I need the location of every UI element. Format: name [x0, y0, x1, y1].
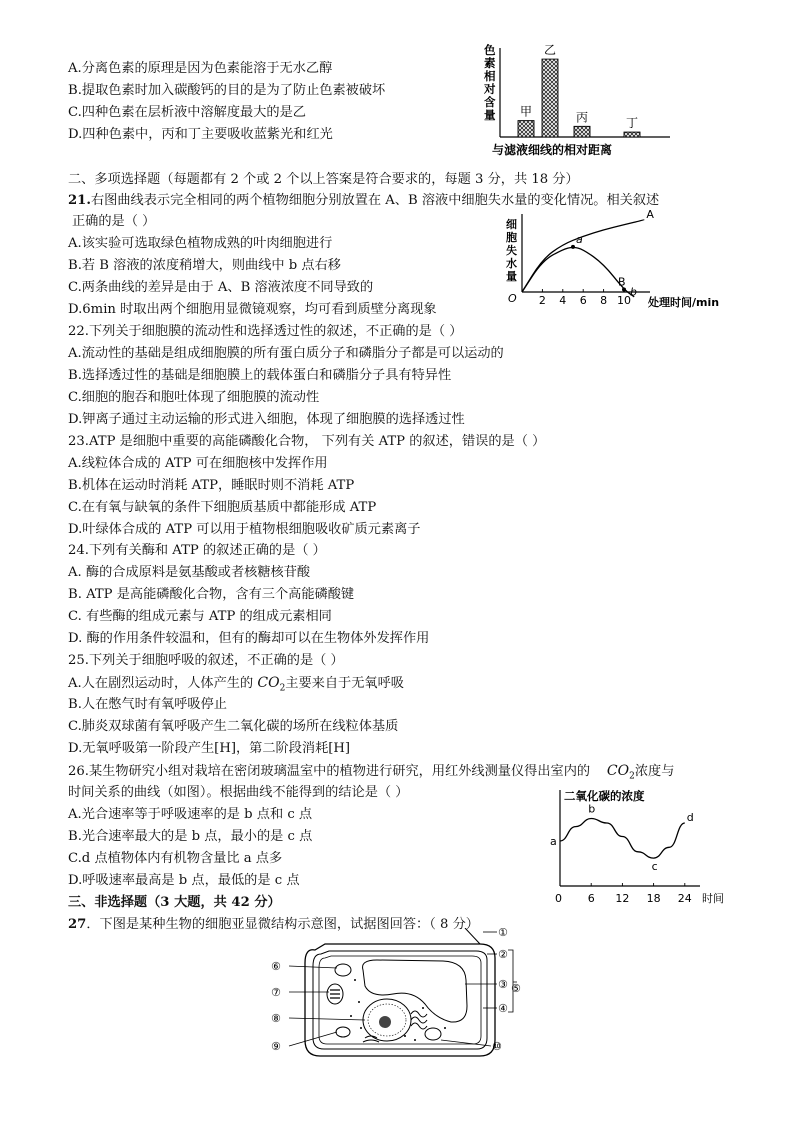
- nucleolus: [379, 1016, 391, 1028]
- q21-option-c: C.两条曲线的差异是由于 A、B 溶液浓度不同导致的: [68, 280, 374, 295]
- label-4: ④: [498, 1002, 508, 1015]
- mitochondrion-1: [425, 1028, 441, 1040]
- co2-chart-xlabel: 时间: [702, 892, 724, 905]
- q25-stem: 25.下列关于细胞呼吸的叙述，不正确的是（ ）: [68, 653, 344, 668]
- q23-option-a: A.线粒体合成的 ATP 可在细胞核中发挥作用: [68, 456, 328, 471]
- label-10: ⑩: [492, 1040, 502, 1053]
- bar-label-4: 丁: [625, 116, 639, 131]
- q25-option-d: D.无氧呼吸第一阶段产生[H]，第二阶段消耗[H]: [68, 741, 351, 756]
- q20-option-b: B.提取色素时加入碳酸钙的目的是为了防止色素被破坏: [68, 83, 386, 98]
- q26-option-b: B.光合速率最大的是 b 点，最小的是 c 点: [68, 829, 313, 844]
- q27-stem-text: ．下图是某种生物的细胞亚显微结构示意图，试据图回答：（ 8 分）: [86, 917, 479, 932]
- q24-option-a: A. 酶的合成原料是氨基酸或者核糖核苷酸: [68, 565, 311, 580]
- co2-tick-label-6: 6: [587, 892, 595, 905]
- tick-label-2: 2: [538, 294, 546, 307]
- q25-co2-subscript: 2: [279, 683, 286, 694]
- q23-option-d: D.叶绿体合成的 ATP 可以用于植物根细胞吸收矿质元素离子: [68, 522, 421, 537]
- q26-option-d: D.呼吸速率最高是 b 点，最低的是 c 点: [68, 873, 300, 888]
- q27-number: 27: [68, 917, 87, 932]
- label-7: ⑦: [271, 986, 281, 999]
- q21-option-b: B.若 B 溶液的浓度稍增大，则曲线中 b 点右移: [68, 258, 341, 273]
- pigment-chart-xlabel: 与滤液细线的相对距离: [492, 143, 613, 157]
- section2-title: 二、多项选择题（每题都有 2 个或 2 个以上答案是符合要求的，每题 3 分，共 18 分）: [68, 172, 579, 187]
- cell-wall-corner: [465, 928, 480, 944]
- q20-option-c: C.四种色素在层析液中溶解度最大的是乙: [68, 105, 306, 120]
- bar-label-3: 丙: [575, 110, 589, 125]
- q24-stem: 24.下列有关酶和 ATP 的叙述正确的是（ ）: [68, 543, 326, 558]
- tick-label-8: 8: [600, 294, 608, 307]
- bar-label-1: 甲: [519, 104, 533, 119]
- q22-option-d: D.钾离子通过主动运输的形式进入细胞，体现了细胞膜的选择透过性: [68, 412, 465, 427]
- q21-number: 21.: [68, 193, 91, 208]
- tick-label-4: 4: [559, 294, 567, 307]
- q23-option-c: C.在有氧与缺氧的条件下细胞质基质中都能形成 ATP: [68, 500, 377, 515]
- q26-co2-subscript: 2: [629, 771, 635, 782]
- section3-title: 三、非选择题（3 大题，共 42 分）: [68, 895, 281, 910]
- co2-tick-label-18: 18: [646, 892, 661, 905]
- label-8: ⑧: [271, 1012, 281, 1025]
- q22-option-b: B.选择透过性的基础是细胞膜上的载体蛋白和磷脂分子具有特异性: [68, 368, 452, 383]
- q25-option-a: [68, 674, 404, 698]
- co2-curve: [560, 819, 685, 859]
- q25-option-c: C.肺炎双球菌有氧呼吸产生二氧化碳的场所在线粒体基质: [68, 719, 399, 734]
- point-b-label: b: [630, 285, 637, 299]
- q26-stem-line1: [68, 762, 674, 786]
- chloroplast-2-grana: [330, 990, 340, 998]
- bar-4: [624, 132, 640, 137]
- curve-a-label: A: [646, 208, 654, 221]
- pigment-chart-ylabel: 色素相对含量: [484, 43, 496, 122]
- q23-option-b: B.机体在运动时消耗 ATP，睡眠时则不消耗 ATP: [68, 478, 355, 493]
- cell-structure-diagram: [265, 928, 525, 1068]
- q21-option-d: D.6min 时取出两个细胞用显微镜观察，均可看到质壁分离现象: [68, 302, 437, 317]
- q25-option-a-post: 主要来自于无氧呼吸: [285, 676, 404, 691]
- label-6: ⑥: [271, 960, 281, 973]
- q24-option-b: B. ATP 是高能磷酸化合物，含有三个高能磷酸键: [68, 587, 355, 602]
- q26-stem-post: 浓度与: [634, 764, 675, 779]
- q25-option-a-pre: A.人在剧烈运动时，人体产生的: [68, 676, 254, 691]
- q23-stem: 23.ATP 是细胞中重要的高能磷酸化合物， 下列有关 ATP 的叙述，错误的是（ ）: [68, 434, 546, 449]
- tick-label-10: 10: [617, 294, 631, 307]
- label-1: ①: [498, 928, 508, 939]
- curve-a-line: [522, 220, 644, 292]
- co2-tick-label-24: 24: [677, 892, 692, 905]
- q20-option-a: A.分离色素的原理是因为色素能溶于无水乙醇: [68, 61, 333, 76]
- co2-point-b-label: b: [588, 802, 596, 816]
- q22-option-a: A.流动性的基础是组成细胞膜的所有蛋白质分子和磷脂分子都是可以运动的: [68, 346, 504, 361]
- label-3: ③: [498, 978, 508, 991]
- endoplasmic-reticulum: [411, 1011, 427, 1029]
- bar-3: [574, 126, 590, 137]
- q26-co2-symbol: CO: [606, 763, 630, 779]
- q26-option-a: A.光合速率等于呼吸速率的是 b 点和 c 点: [68, 807, 313, 822]
- q24-option-c: C. 有些酶的组成元素与 ATP 的组成元素相同: [68, 609, 332, 624]
- co2-point-c-label: c: [651, 860, 658, 874]
- q24-option-d: D. 酶的作用条件较温和，但有的酶却可以在生物体外发挥作用: [68, 631, 430, 646]
- label-5: ⑤: [511, 982, 521, 995]
- co2-concentration-chart: [540, 786, 740, 908]
- q22-option-c: C.细胞的胞吞和胞吐体现了细胞膜的流动性: [68, 390, 320, 405]
- co2-chart-origin: 0: [555, 892, 562, 905]
- q26-stem-line2: 时间关系的曲线（如图）。根据曲线不能得到的结论是（ ）: [68, 785, 409, 800]
- water-loss-chart: [500, 208, 730, 316]
- q26-stem-pre: 26.某生物研究小组对栽培在密闭玻璃温室中的植物进行研究，用红外线测量仪得出室内的: [68, 764, 591, 779]
- bar-label-2: 乙: [543, 43, 557, 58]
- mitochondrion-2: [336, 1027, 350, 1037]
- water-loss-ylabel: 细胞失水量: [506, 218, 517, 283]
- pigment-bar-chart: [478, 40, 678, 165]
- bar-1: [518, 121, 534, 137]
- q25-option-b: B.人在憋气时有氧呼吸停止: [68, 697, 227, 712]
- q20-option-d: D.四种色素中，丙和丁主要吸收蓝紫光和红光: [68, 127, 333, 142]
- co2-point-d-label: d: [686, 811, 694, 824]
- tick-label-6: 6: [579, 294, 587, 307]
- q21-stem-line2: 正确的是（ ）: [72, 214, 156, 229]
- q22-stem: 22.下列关于细胞膜的流动性和选择透过性的叙述，不正确的是（ ）: [68, 324, 463, 339]
- q25-co2-symbol: CO: [257, 675, 280, 691]
- q26-option-c: C.d 点植物体内有机物含量比 a 点多: [68, 851, 283, 866]
- curve-b-line: [522, 248, 634, 297]
- co2-chart-ylabel: 二氧化碳的浓度: [564, 789, 645, 803]
- point-a-marker: [571, 245, 575, 249]
- label-9: ⑨: [271, 1040, 281, 1053]
- co2-tick-label-12: 12: [615, 892, 630, 905]
- water-loss-origin: O: [508, 292, 517, 305]
- co2-point-a-label: a: [550, 835, 557, 848]
- curve-b-label: B: [618, 275, 626, 289]
- water-loss-xlabel: 处理时间/min: [648, 296, 720, 309]
- chloroplast-1: [335, 964, 351, 976]
- point-a-label: a: [576, 232, 583, 246]
- label-bracket: [508, 950, 517, 1012]
- q21-option-a: A.该实验可选取绿色植物成熟的叶肉细胞进行: [68, 236, 333, 251]
- q21-stem-text: 右图曲线表示完全相同的两个植物细胞分别放置在 A、B 溶液中细胞失水量的变化情况。相关叙述: [90, 193, 660, 208]
- label-2: ②: [498, 948, 508, 961]
- bar-2: [542, 59, 558, 137]
